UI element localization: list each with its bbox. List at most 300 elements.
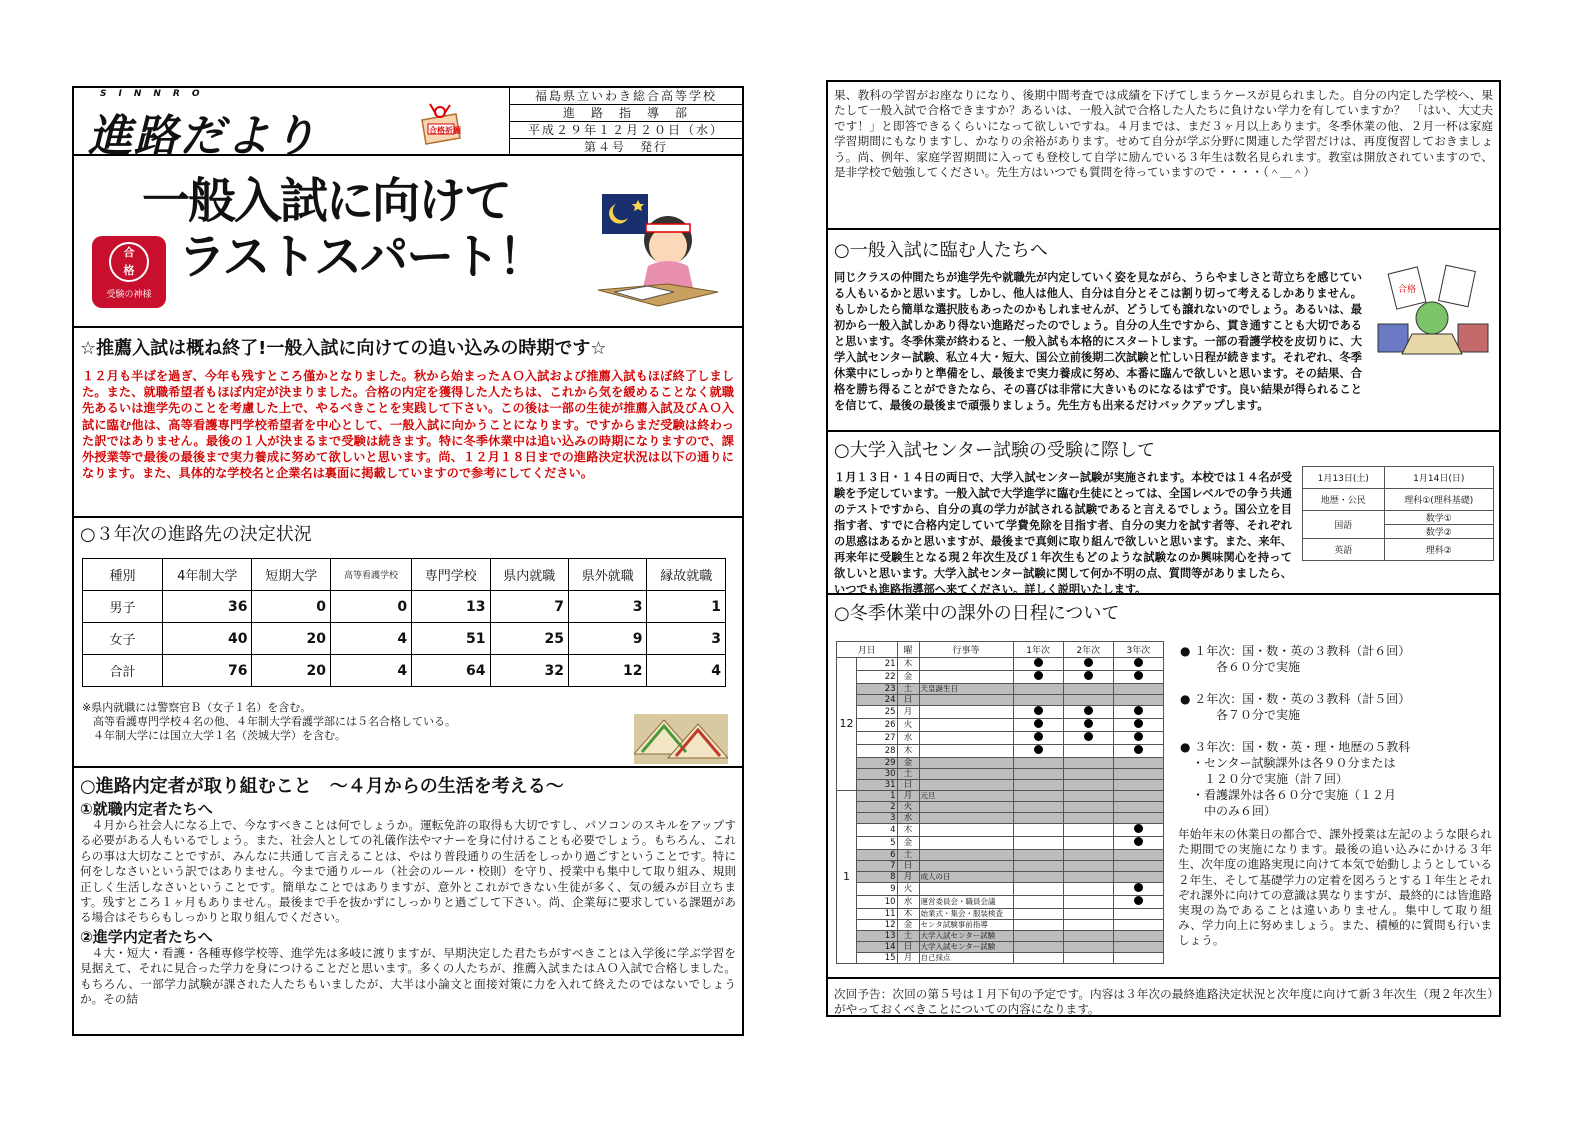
scheduled-dot-icon: [1134, 732, 1143, 741]
status-header: 短期大学: [252, 559, 330, 591]
cal-header: 月日: [837, 642, 898, 658]
class-slot: [1013, 896, 1063, 909]
class-slot: [1013, 883, 1063, 896]
prep-section: [74, 774, 742, 1007]
cal-header: 曜: [897, 642, 919, 658]
day-number: 4: [857, 824, 898, 837]
class-slot: [1063, 920, 1113, 931]
class-slot: [1113, 953, 1163, 964]
winter-section: [828, 601, 1499, 979]
weekday: 金: [897, 837, 919, 850]
class-slot: [1013, 813, 1063, 824]
front-page: [72, 86, 744, 1036]
weekday: 木: [897, 658, 919, 671]
class-slot: [1063, 758, 1113, 769]
status-header: 種別: [83, 559, 163, 591]
table-row: [83, 591, 726, 623]
class-slot: [1113, 850, 1163, 861]
class-slot: [1113, 791, 1163, 802]
day-number: 21: [857, 658, 898, 671]
class-slot: [1063, 658, 1113, 671]
class-slot: [1113, 671, 1163, 684]
scheduled-dot-icon: [1034, 706, 1043, 715]
class-slot: [1063, 850, 1113, 861]
event: 成人の日: [919, 872, 1013, 883]
event: 運営委員会・職員会議: [919, 896, 1013, 909]
day-number: 14: [857, 942, 898, 953]
event: [919, 658, 1013, 671]
calendar-row: [837, 920, 1164, 931]
day-number: 10: [857, 896, 898, 909]
scheduled-dot-icon: [1134, 745, 1143, 754]
weekday: 日: [897, 780, 919, 791]
status-section: [74, 522, 742, 768]
calendar-row: [837, 824, 1164, 837]
prep-sub2: ②進学内定者たちへ: [80, 927, 213, 946]
winter-note: 各６０分で実施: [1180, 660, 1301, 674]
masthead-logo: [74, 88, 510, 162]
day-number: 7: [857, 861, 898, 872]
status-header: 縁故就職: [647, 559, 726, 591]
day-number: 5: [857, 837, 898, 850]
cell: 25: [490, 623, 568, 655]
cell: 3: [569, 591, 647, 623]
event: [919, 824, 1013, 837]
center-table-cell: 国語: [1303, 511, 1385, 539]
weekday: 火: [897, 719, 919, 732]
center-table-cell: 数学②: [1384, 525, 1493, 539]
class-slot: [1113, 824, 1163, 837]
winter-calendar: [836, 641, 1164, 964]
scheduled-dot-icon: [1134, 658, 1143, 667]
scheduled-dot-icon: [1034, 671, 1043, 680]
row-label: 女子: [83, 623, 163, 655]
event: [919, 719, 1013, 732]
day-number: 8: [857, 872, 898, 883]
class-slot: [1113, 837, 1163, 850]
calendar-row: [837, 684, 1164, 695]
class-slot: [1063, 824, 1113, 837]
status-note: ４年制大学には国立大学１名（茨城大学）を含む。: [82, 729, 346, 742]
class-slot: [1113, 684, 1163, 695]
event: [919, 732, 1013, 745]
weekday: 火: [897, 883, 919, 896]
calendar-row: [837, 909, 1164, 920]
event: センタ試験事前指導: [919, 920, 1013, 931]
weekday: 日: [897, 695, 919, 706]
event: [919, 758, 1013, 769]
month-label: 1: [837, 791, 857, 964]
masthead-school-info: [510, 88, 742, 154]
class-slot: [1013, 732, 1063, 745]
class-slot: [1013, 658, 1063, 671]
class-slot: [1013, 769, 1063, 780]
class-slot: [1013, 671, 1063, 684]
day-number: 31: [857, 780, 898, 791]
cell: 3: [647, 623, 726, 655]
class-slot: [1113, 769, 1163, 780]
event: 元旦: [919, 791, 1013, 802]
day-number: 1: [857, 791, 898, 802]
event: [919, 695, 1013, 706]
calendar-row: [837, 671, 1164, 684]
issue-number: 第４号 発行: [583, 140, 668, 154]
scheduled-dot-icon: [1134, 719, 1143, 728]
cell: 76: [163, 655, 252, 687]
day-number: 9: [857, 883, 898, 896]
class-slot: [1063, 953, 1113, 964]
event: [919, 671, 1013, 684]
calendar-row: [837, 780, 1164, 791]
class-slot: [1063, 791, 1113, 802]
cell: 40: [163, 623, 252, 655]
prep-heading: ○進路内定者が取り組むこと ～４月からの生活を考える～: [80, 776, 564, 797]
event: [919, 780, 1013, 791]
class-slot: [1013, 719, 1063, 732]
studying-student-icon: [594, 186, 724, 316]
weekday: 木: [897, 745, 919, 758]
weekday: 月: [897, 872, 919, 883]
class-slot: [1013, 684, 1063, 695]
class-slot: [1013, 850, 1063, 861]
scheduled-dot-icon: [1134, 883, 1143, 892]
cell: 7: [490, 591, 568, 623]
class-slot: [1013, 861, 1063, 872]
class-slot: [1013, 745, 1063, 758]
day-number: 29: [857, 758, 898, 769]
class-slot: [1063, 909, 1113, 920]
general-exam-section: [828, 238, 1499, 432]
scheduled-dot-icon: [1034, 658, 1043, 667]
event: [919, 769, 1013, 780]
exam-god-badge: [92, 236, 166, 308]
scheduled-dot-icon: [1084, 732, 1093, 741]
weekday: 月: [897, 791, 919, 802]
calendar-row: [837, 658, 1164, 671]
weekday: 金: [897, 920, 919, 931]
weekday: 土: [897, 769, 919, 780]
calendar-row: [837, 758, 1164, 769]
event: [919, 745, 1013, 758]
weekday: 月: [897, 706, 919, 719]
class-slot: [1063, 684, 1113, 695]
weekday: 日: [897, 861, 919, 872]
class-slot: [1063, 671, 1113, 684]
calendar-row: [837, 953, 1164, 964]
back-page: [826, 80, 1501, 1017]
class-slot: [1113, 732, 1163, 745]
intro-body: １２月も半ばを過ぎ、今年も残すところ僅かとなりました。秋から始まったＡＯ入試および推薦入試もほぼ終了しました。また、就職希望者もほぼ内定が決まりました。合格の内定を獲得した人たちは、これから気を緩めることなく就職先あるいは進学先のことを考慮した上で、やるべきことを実践して下さい。この後は一部の生徒が推薦入試及びＡＯ入試に臨む他は、高等看護専門学校希望者を中心として、一般入試に向かうことになります。ですからまだ受験は終わった訳ではありません。最後の１人が決まるまで受験は続きます。特に冬季休業中は追い込みの時期になりますので、課外授業等で最後の最後まで実力養成に努めて欲しいと思います。尚、１２月１８日までの進路決定状況は以下の通りになります。また、具体的な学校名と企業名は裏面に掲載していますので参考にしてください。: [82, 369, 734, 481]
continued-body: 果、教科の学習がお座なりになり、後期中間考査では成績を下げてしまうケースが見られました。自分の内定した学校へ、果たして一般入試で合格できますか？あるいは、一般入試で合格した人たちに負けない学力を有していますか？ 「はい、大丈夫です！」と即答できるくらいになって欲しいですね。４月までは、まだ３ヶ月以上あります。冬季休業の他、２月一杯は家庭学習期間にもなりますし、かなりの余裕があります。せめて自分が学ぶ分野に関連した学習だけは、再度復習しておきましょう。尚、例年、家庭学習期間に入っても登校して自学に励んでいる３年生は数名見られます。教室は開放されていますので、是非学校で勉強してください。先生方はいつでも質問を待っていますので・・・・（＾＿＾）: [834, 88, 1493, 180]
next-issue-section: [828, 987, 1499, 1017]
next-issue-body: 次回予告：次回の第５号は１月下旬の予定です。内容は３年次の最終進路決定状況と次年度に向けて新３年次生（現２年次生）がやっておくべきことについての内容になります。: [834, 987, 1493, 1017]
day-number: 22: [857, 671, 898, 684]
scheduled-dot-icon: [1084, 671, 1093, 680]
intro-heading: ☆推薦入試は概ね終了!一般入試に向けての追い込みの時期です☆: [80, 338, 607, 359]
winter-note: 各７０分で実施: [1180, 708, 1301, 722]
day-number: 28: [857, 745, 898, 758]
class-slot: [1113, 920, 1163, 931]
center-heading: ○大学入試センター試験の受験に際して: [834, 440, 1155, 461]
center-table-header: 1月14日(日): [1384, 467, 1493, 489]
prep-body2: ４大・短大・看護・各種専修学校等、進学先は多岐に渡りますが、早期決定した君たちがすべきことは入学後に学ぶ学習を見据えて、それに見合った学力を身につけることだと思います。多くの人たちが、推薦入試またはＡＯ入試で合格しました。もちろん、一部学力試験が課された人たちもいましたが、大半は小論文と面接対策に力を入れて終えたのではないでしょうか。その結: [80, 945, 736, 1007]
class-slot: [1013, 909, 1063, 920]
class-slot: [1113, 706, 1163, 719]
class-slot: [1063, 706, 1113, 719]
winter-body: 年始年末の休業日の都合で、課外授業は左記のような限られた期間での実施になります。最後の追い込みにかける３年生、次年度の進路実現に向けて本気で始動しようとしている２年生、そして基礎学力の定着を図ろうとする１年生とそれぞれ課外に向けての意識は異なりますが、最終的には皆進路実現の為であることは違いありません。集中して取り組み、学力向上に努めましょう。また、積極的に質問も行いましょう。: [1178, 827, 1492, 948]
cell: 36: [163, 591, 252, 623]
status-header: 高等看護学校: [330, 559, 411, 591]
issue-date: 平成２９年１２月２０日（水）: [510, 122, 742, 139]
cell: 12: [569, 655, 647, 687]
calendar-row: [837, 791, 1164, 802]
day-number: 25: [857, 706, 898, 719]
winter-note: １２０分で実施（計７回）: [1180, 772, 1349, 786]
day-number: 15: [857, 953, 898, 964]
day-number: 2: [857, 802, 898, 813]
calendar-row: [837, 695, 1164, 706]
weekday: 日: [897, 942, 919, 953]
event: 大学入試センター試験: [919, 942, 1013, 953]
class-slot: [1113, 780, 1163, 791]
cell: 1: [647, 591, 726, 623]
cell: 51: [412, 623, 490, 655]
cell: 20: [252, 623, 330, 655]
cell: 4: [330, 655, 411, 687]
weekday: 月: [897, 953, 919, 964]
scheduled-dot-icon: [1034, 745, 1043, 754]
class-slot: [1063, 813, 1113, 824]
center-body: １月１３日・１４日の両日で、大学入試センター試験が実施されます。本校では１４名が受験を予定しています。一般入試で大学進学に臨む生徒にとっては、全国レベルでの争う共通のテストですから、自分の真の学力が試される試験であると言えるでしょう。国公立を目指す者、すでに合格内定していて学費免除を目指す者、自分の実力を試す者等、それぞれの思惑はあるかと思いますが、最後まで真剣に取り組んで欲しいと思います。また、来年、再来年に受験生となる現２年次生及び１年次生もどのような試験なのか興味関心を持って欲しいと思います。大学入試センター試験に関して何か不明の点、質問等がありましたら、いつでも進路指導部へ来てください。詳しく説明いたします。: [834, 471, 1292, 596]
row-label: 合計: [83, 655, 163, 687]
newsletter-title: 進路だより: [88, 111, 318, 162]
winter-notes: [1180, 643, 1410, 819]
class-slot: [1013, 942, 1063, 953]
class-slot: [1113, 931, 1163, 942]
table-row: [83, 655, 726, 687]
status-header: 県外就職: [569, 559, 647, 591]
headline-banner: [74, 156, 742, 328]
calendar-row: [837, 719, 1164, 732]
masthead: [74, 88, 742, 162]
class-slot: [1113, 695, 1163, 706]
svg-text:合格: 合格: [1398, 285, 1417, 295]
cell: 4: [647, 655, 726, 687]
class-slot: [1113, 896, 1163, 909]
calendar-row: [837, 813, 1164, 824]
class-slot: [1063, 745, 1113, 758]
class-slot: [1063, 719, 1113, 732]
month-label: 12: [837, 658, 857, 791]
class-slot: [1013, 837, 1063, 850]
class-slot: [1063, 931, 1113, 942]
class-slot: [1063, 837, 1113, 850]
headline-line-2: ラストスパート！: [178, 229, 545, 285]
center-body-a: [828, 470, 1298, 598]
class-slot: [1013, 872, 1063, 883]
winter-note: ● ２年次：国・数・英の３教科（計５回）: [1180, 692, 1411, 706]
scheduled-dot-icon: [1134, 706, 1143, 715]
scheduled-dot-icon: [1084, 719, 1093, 728]
weekday: 土: [897, 850, 919, 861]
weekday: 土: [897, 684, 919, 695]
calendar-row: [837, 732, 1164, 745]
weekday: 木: [897, 824, 919, 837]
calendar-row: [837, 802, 1164, 813]
class-slot: [1063, 695, 1113, 706]
winter-note: ● ３年次：国・数・英・理・地歴の５教科: [1180, 740, 1411, 754]
general-heading: ○一般入試に臨む人たちへ: [834, 240, 1048, 261]
cell: 9: [569, 623, 647, 655]
class-slot: [1113, 813, 1163, 824]
calendar-row: [837, 872, 1164, 883]
calendar-row: [837, 837, 1164, 850]
center-table-cell: 理科②: [1384, 539, 1493, 561]
winter-heading: ○冬季休業中の課外の日程について: [834, 603, 1120, 624]
class-slot: [1113, 883, 1163, 896]
badge-caption: 受験の神様: [106, 290, 152, 300]
day-number: 24: [857, 695, 898, 706]
exam-student-icon: [1372, 264, 1494, 358]
day-number: 6: [857, 850, 898, 861]
event: 天皇誕生日: [919, 684, 1013, 695]
calendar-row: [837, 931, 1164, 942]
cal-header: 2年次: [1063, 642, 1113, 658]
badge-char-top: 合: [123, 246, 135, 259]
winter-note: ・センター試験課外は各９０分または: [1180, 756, 1396, 770]
cal-header: 1年次: [1013, 642, 1063, 658]
center-table-cell: 理科①(理科基礎): [1384, 489, 1493, 511]
calendar-row: [837, 942, 1164, 953]
calendar-row: [837, 883, 1164, 896]
day-number: 11: [857, 909, 898, 920]
class-slot: [1013, 920, 1063, 931]
class-slot: [1063, 883, 1113, 896]
class-slot: [1013, 931, 1063, 942]
calendar-row: [837, 706, 1164, 719]
calendar-row: [837, 850, 1164, 861]
event: [919, 706, 1013, 719]
class-slot: [1013, 780, 1063, 791]
center-table-cell: 英語: [1303, 539, 1385, 561]
status-note: 高等看護専門学校４名の他、４年制大学看護学部には５名合格している。: [82, 715, 456, 728]
sandwich-photo-icon: [634, 714, 728, 764]
calendar-row: [837, 896, 1164, 909]
calendar-row: [837, 861, 1164, 872]
charm-icon: [414, 102, 464, 146]
day-number: 30: [857, 769, 898, 780]
class-slot: [1013, 706, 1063, 719]
event: 大学入試センター試験: [919, 931, 1013, 942]
scheduled-dot-icon: [1134, 824, 1143, 833]
winter-note: ・看護課外は各６０分で実施（１２月: [1180, 788, 1397, 802]
charm-label: 合格祈願: [429, 126, 461, 135]
scheduled-dot-icon: [1034, 719, 1043, 728]
center-table-cell: 地歴・公民: [1303, 489, 1385, 511]
cell: 32: [490, 655, 568, 687]
prep-body1: ４月から社会人になる上で、今なすべきことは何でしょうか。運転免許の取得も大切ですし、パソコンのスキルをアップする必要がある人もいるでしょう。また、社会人としての礼儀作法やマナーを身に付けることも必要でしょう。もちろん、これらの事は大切なことですが、みんなに共通して言えることは、やはり普段通りの生活をしっかり過ごすということです。特に何をしなさいという訳ではありません。今まで通りルール（社会のルール・校則）を守り、授業中も集中して取り組み、規則正しく生活しなさいということです。簡単なことではありますが、意外とこれができない生徒が多く、気の緩みが目立ちます。残すところ１ヶ月もありません。最後まで手を抜かずにしっかりと過ごして下さい。尚、企業毎に要求している課題がある場合はそちらもしっかりと取り組んでください。: [80, 818, 736, 925]
prep-sub1: ①就職内定者たちへ: [80, 800, 213, 818]
class-slot: [1063, 861, 1113, 872]
general-body: 同じクラスの仲間たちが進学先や就職先が内定していく姿を見ながら、うらやましさと苛立ちを感じている人もいるかと思います。しかし、他人は他人、自分は自分とそこは割り切って考えるしかありません。もしかしたら簡単な選択肢もあったのかもしれませんが、どうしても譲れないのでしょう。あるいは、最初から一般入試しかあり得ない進路だったのでしょう。自分の人生ですから、貫き通すことも大切であると思います。冬季休業が終わると、一般入試も本格的にスタートします。一部の看護学校を皮切りに、大学入試センター試験、私立４大・短大、国公立前後期二次試験と忙しい日程が続きます。それぞれ、冬季休業中にしっかりと準備をし、最後まで実力養成に努め、本番に臨んで欲しいと思います。その結果、合格を勝ち得ることができたなら、その喜びは非常に大きいものになるはずです。良い結果が得られることを信じて、最後の最後まで頑張りましょう。先生方も出来るだけバックアップします。: [834, 271, 1362, 412]
class-slot: [1113, 909, 1163, 920]
class-slot: [1113, 802, 1163, 813]
event: 始業式・集会・服装検査: [919, 909, 1013, 920]
day-number: 27: [857, 732, 898, 745]
event: [919, 861, 1013, 872]
status-table: [82, 558, 726, 687]
intro-section: [74, 336, 742, 518]
scheduled-dot-icon: [1034, 732, 1043, 741]
weekday: 水: [897, 732, 919, 745]
event: [919, 883, 1013, 896]
cal-header: 3年次: [1113, 642, 1163, 658]
class-slot: [1013, 695, 1063, 706]
cell: 0: [330, 591, 411, 623]
weekday: 火: [897, 802, 919, 813]
class-slot: [1113, 745, 1163, 758]
cell: 4: [330, 623, 411, 655]
day-number: 13: [857, 931, 898, 942]
winter-note: 中のみ６回）: [1180, 804, 1277, 818]
weekday: 金: [897, 758, 919, 769]
scheduled-dot-icon: [1084, 706, 1093, 715]
status-header: 4年制大学: [163, 559, 252, 591]
badge-char-mid: 格: [123, 264, 135, 277]
weekday: 土: [897, 931, 919, 942]
weekday: 水: [897, 813, 919, 824]
class-slot: [1013, 791, 1063, 802]
school-name: 福島県立いわき総合高等学校: [510, 88, 742, 105]
department: 進 路 指 導 部: [510, 105, 742, 122]
masthead-romaji: SINNRO: [100, 89, 212, 99]
class-slot: [1113, 758, 1163, 769]
event: [919, 837, 1013, 850]
continued-section: [828, 88, 1499, 230]
class-slot: [1013, 953, 1063, 964]
day-number: 23: [857, 684, 898, 695]
class-slot: [1063, 802, 1113, 813]
class-slot: [1063, 942, 1113, 953]
class-slot: [1063, 780, 1113, 791]
class-slot: [1113, 658, 1163, 671]
winter-note: ● １年次：国・数・英の３教科（計６回）: [1180, 644, 1411, 658]
status-heading: ○３年次の進路先の決定状況: [80, 524, 312, 545]
weekday: 木: [897, 909, 919, 920]
cell: 0: [252, 591, 330, 623]
class-slot: [1013, 758, 1063, 769]
cal-header: 行事等: [919, 642, 1013, 658]
event: [919, 850, 1013, 861]
center-schedule-table: [1302, 466, 1494, 561]
calendar-row: [837, 745, 1164, 758]
calendar-row: [837, 769, 1164, 780]
class-slot: [1063, 769, 1113, 780]
scheduled-dot-icon: [1084, 658, 1093, 667]
class-slot: [1113, 719, 1163, 732]
day-number: 26: [857, 719, 898, 732]
status-header: 専門学校: [412, 559, 490, 591]
event: [919, 813, 1013, 824]
class-slot: [1063, 872, 1113, 883]
scheduled-dot-icon: [1134, 896, 1143, 905]
center-table-header: 1月13日(土): [1303, 467, 1385, 489]
class-slot: [1013, 824, 1063, 837]
class-slot: [1113, 942, 1163, 953]
status-header: 県内就職: [490, 559, 568, 591]
center-table-cell: 数学①: [1384, 511, 1493, 525]
row-label: 男子: [83, 591, 163, 623]
